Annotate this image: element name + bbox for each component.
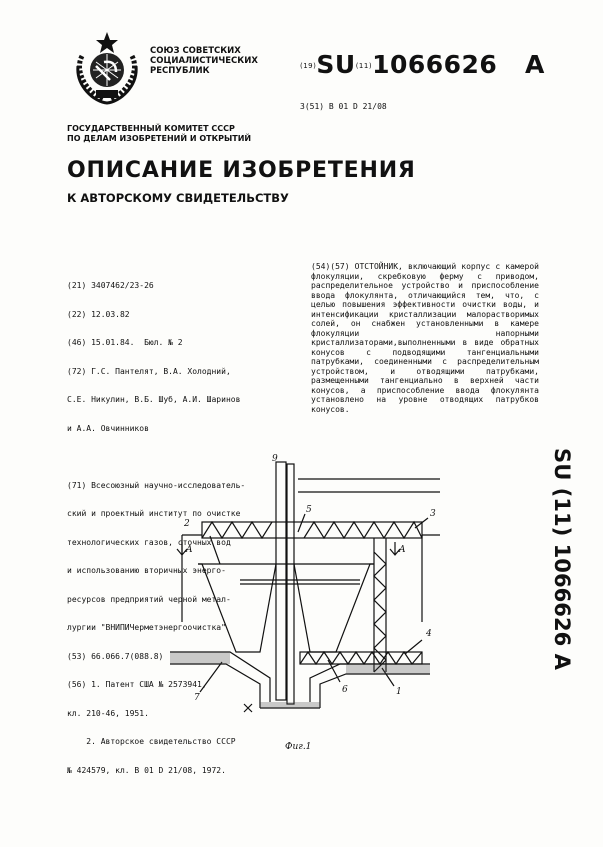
biblio-line: (56) 1. Патент США № 2573941, xyxy=(67,680,207,689)
label-a-left: A xyxy=(186,545,193,555)
biblio-line: (21) 3407462/23-26 xyxy=(67,281,154,290)
biblio-line: (53) 66.066.7(088.8) xyxy=(67,651,164,661)
side-patent-number xyxy=(538,448,574,670)
code-11: (11) xyxy=(355,62,373,70)
label-6: 6 xyxy=(342,685,348,695)
biblio-line: технологических газов, сточных вод xyxy=(67,537,231,547)
label-a-right: A xyxy=(399,545,406,555)
label-2: 2 xyxy=(184,519,190,529)
document-title: ОПИСАНИЕ ИЗОБРЕТЕНИЯ xyxy=(67,158,416,183)
biblio-line: (72) Г.С. Пантелят, В.А. Холодний, xyxy=(67,366,231,376)
biblio-line: 2. Авторское свидетельство СССР xyxy=(67,737,236,746)
biblio-line: лургии "ВНИПИЧерметэнергоочистка" xyxy=(67,623,226,632)
figure-caption: Фиг.1 xyxy=(285,742,312,752)
code-19: (19) xyxy=(300,62,317,70)
biblio-line: (22) 12.03.82 xyxy=(67,309,130,319)
label-4: 4 xyxy=(426,629,432,639)
label-1: 1 xyxy=(396,687,402,697)
ipc-class: 3(51) В 01 D 21/08 xyxy=(300,102,387,111)
committee-line: ГОСУДАРСТВЕННЫЙ КОМИТЕТ СССР xyxy=(67,124,235,133)
biblio-line: и А.А. Овчинников xyxy=(67,423,149,433)
label-3: 3 xyxy=(430,509,436,519)
kind-code: A xyxy=(524,50,545,79)
number: 1066626 xyxy=(372,50,498,79)
biblio-line: С.Е. Никулин, В.Б. Шуб, А.И. Шаринов xyxy=(67,395,241,404)
issuer-line: РЕСПУБЛИК xyxy=(150,66,210,76)
side-number-text: SU (11) 1066626 A xyxy=(550,448,574,670)
biblio-line: № 424579, кл. В 01 D 21/08, 1972. xyxy=(67,765,226,775)
biblio-line: ресурсов предприятий черной метал- xyxy=(67,594,231,604)
technical-drawing xyxy=(160,452,440,762)
committee xyxy=(67,124,251,144)
committee-line: ПО ДЕЛАМ ИЗОБРЕТЕНИЙ И ОТКРЫТИЙ xyxy=(67,134,252,143)
label-9: 9 xyxy=(272,454,278,464)
label-5: 5 xyxy=(306,505,312,515)
biblio-line: и использованию вторичных энерго- xyxy=(67,566,226,575)
biblio-line: (46) 15.01.84. Бюл. № 2 xyxy=(67,338,183,347)
issuer-line: СОЦИАЛИСТИЧЕСКИХ xyxy=(150,56,258,66)
biblio-line: (71) Всесоюзный научно-исследователь- xyxy=(67,480,246,490)
ussr-emblem-icon xyxy=(66,26,148,108)
issuer-line: СОЮЗ СОВЕТСКИХ xyxy=(150,46,241,56)
claim-text: (54)(57) ОТСТОЙНИК, включающий корпус с камерой флокуляции, скребковую ферму с приводом, распределительное устройство и приспособление ввода флокулянта, отличающийся тем, что, с целью повышения эффективности очистки воды, и интенсификации кристаллизации малорастворимых солей, он снабжен установленными в камере флокуляции напорными кристаллизаторами,выполненными в виде обратных конусов с подводящими тангенциальными патрубками, соединенными с распределительным устройством, и отводящими патрубками, размещенными тангенциально в верхней части конусов, а приспособление ввода флокулянта установлено на уровне отводящих патрубков конусов. xyxy=(311,262,539,414)
biblio-line: кл. 210-46, 1951. xyxy=(67,708,149,718)
patent-number xyxy=(300,50,545,79)
label-7: 7 xyxy=(194,693,200,703)
biblio-line: ский и проектный институт по очистке xyxy=(67,509,241,518)
country-code: SU xyxy=(316,50,356,79)
document-subtitle: К АВТОРСКОМУ СВИДЕТЕЛЬСТВУ xyxy=(67,191,289,205)
issuer-block xyxy=(150,46,258,76)
